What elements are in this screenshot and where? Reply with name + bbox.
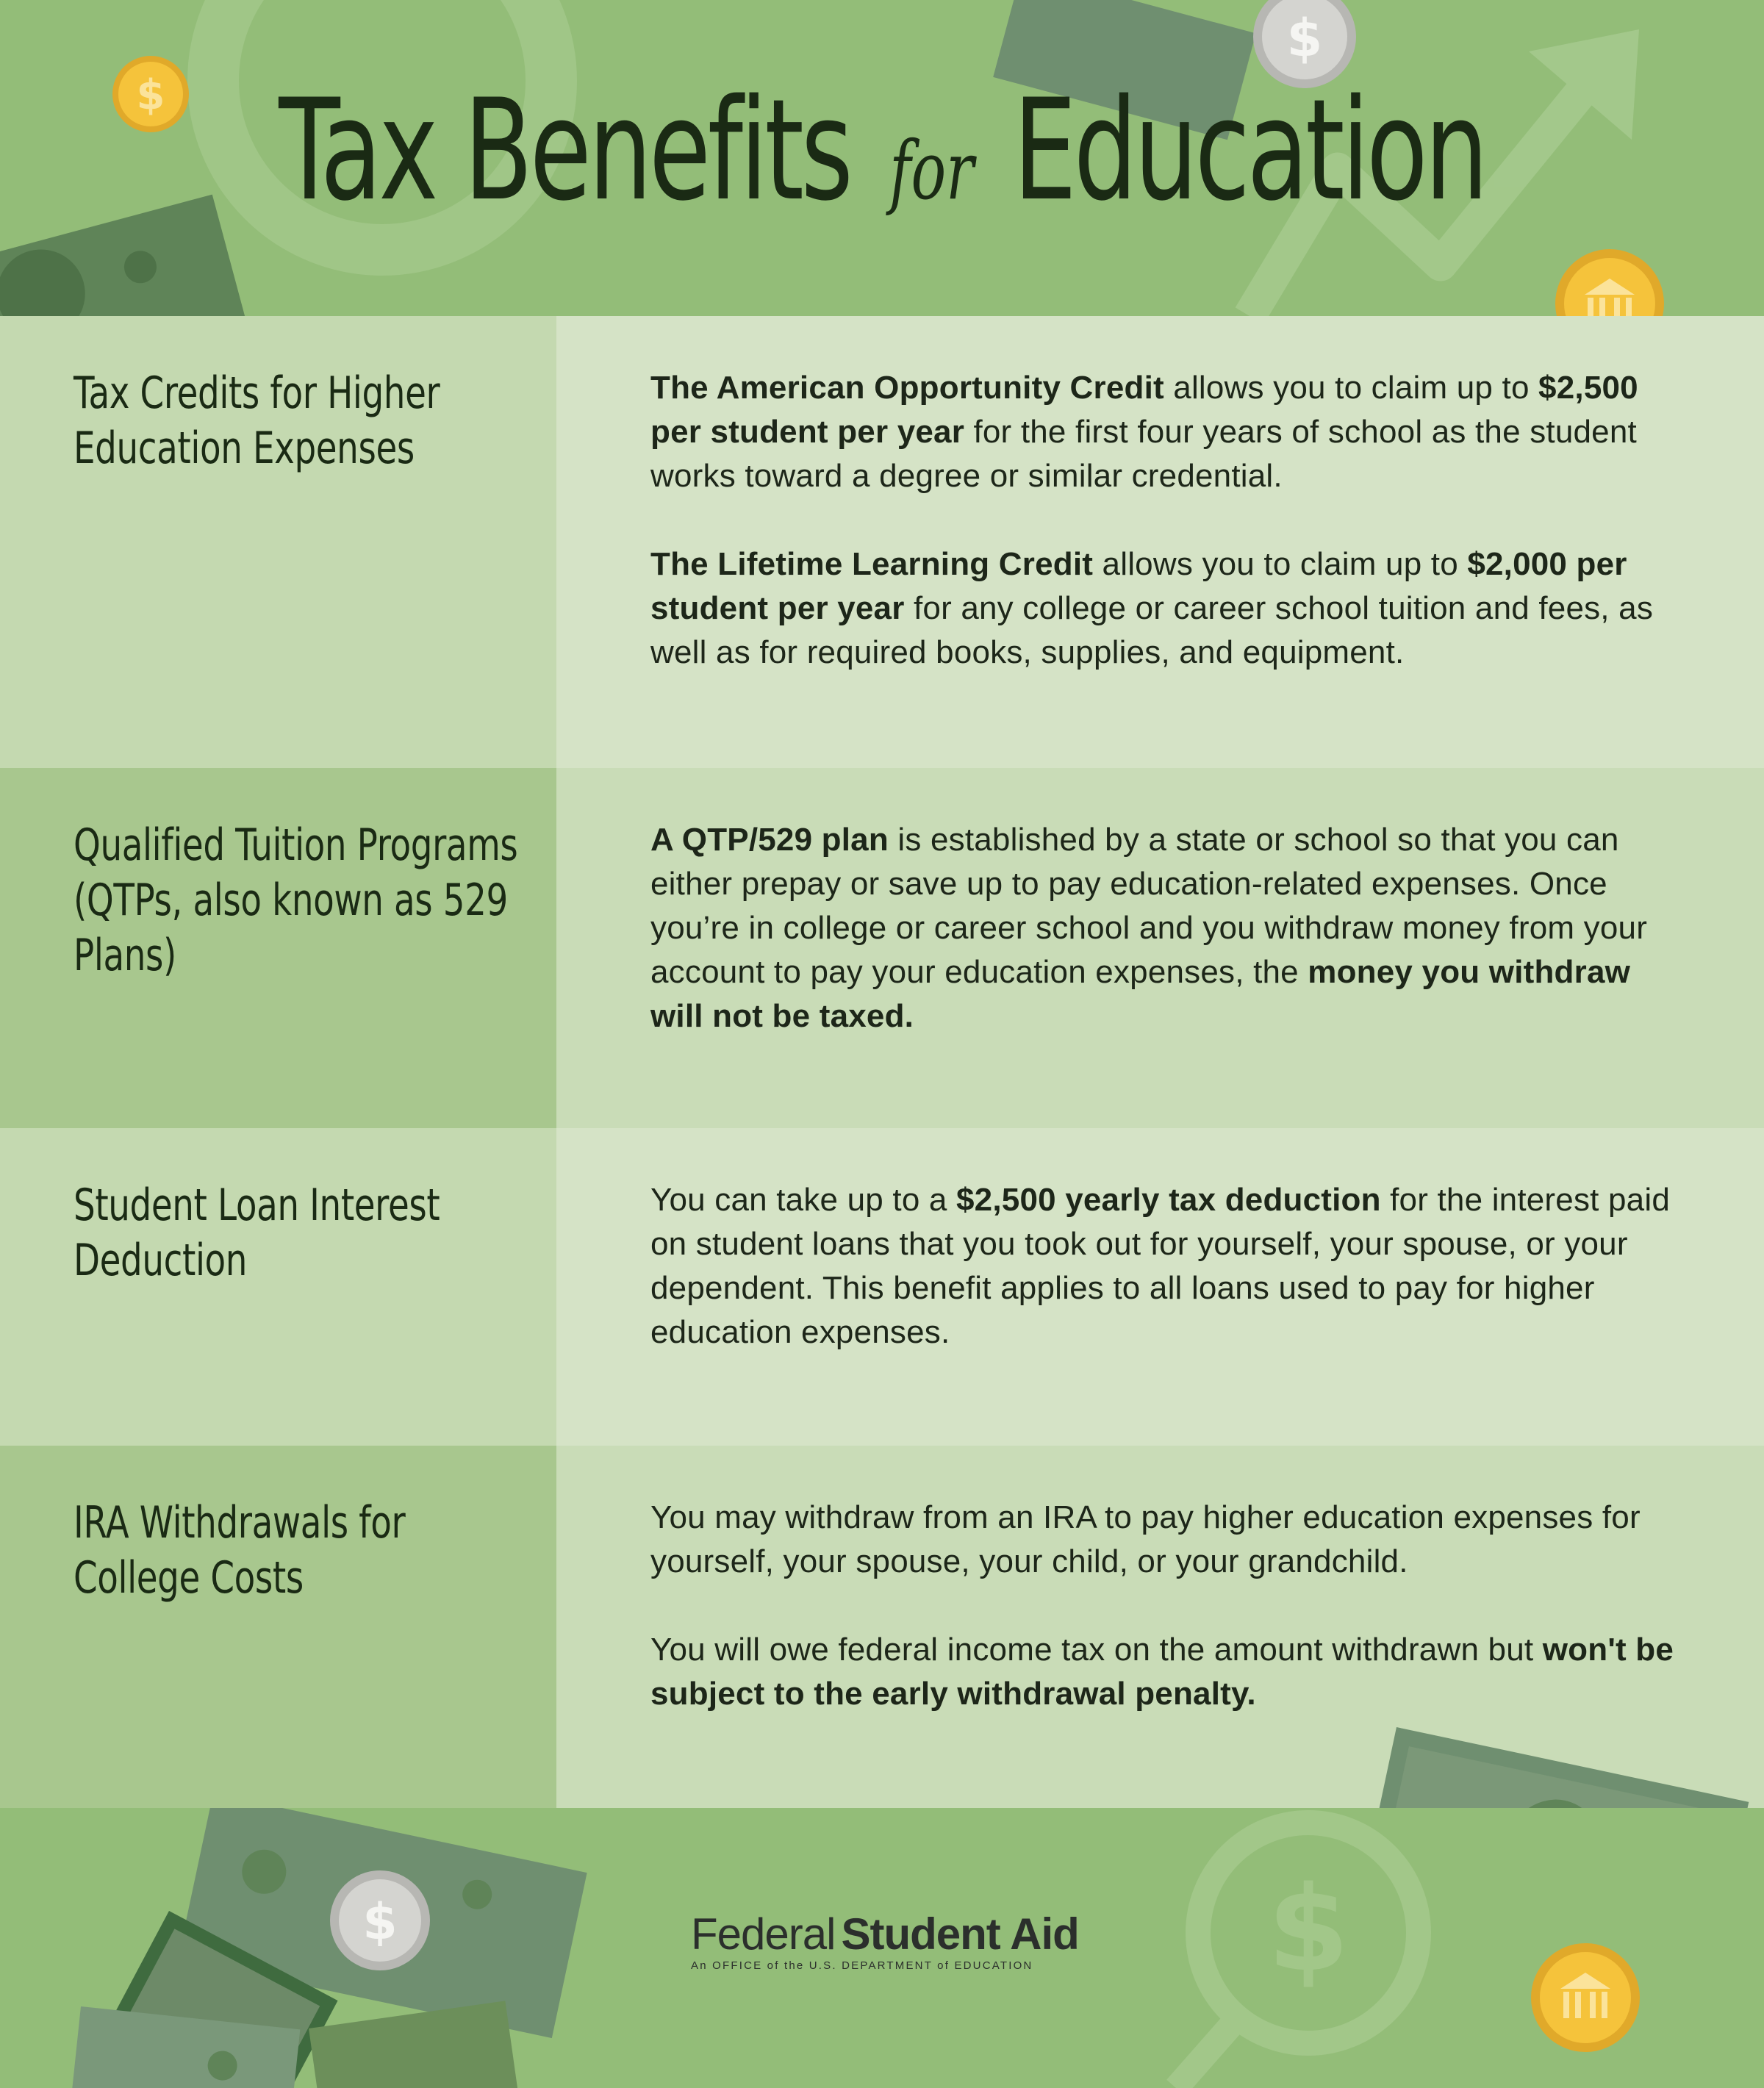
row-description-cell xyxy=(556,1128,1764,1446)
description-paragraph xyxy=(650,366,1683,498)
dollar-bill-icon xyxy=(0,195,251,316)
row-heading-cell xyxy=(0,1128,556,1446)
body-text: for the first four years of school as the student works toward a degree or similar credential. xyxy=(650,414,1637,494)
body-text: You will owe federal income tax on the amount withdrawn but xyxy=(650,1632,1543,1668)
svg-text:$: $ xyxy=(1286,8,1323,68)
logo-tagline: An OFFICE of the U.S. DEPARTMENT of EDUCATION xyxy=(691,1959,1033,1972)
body-text: is established by a state or school so that you can either prepay or save up to pay education-related expenses. Once you’re in college or career school and you withdraw money from your account to pay your education expenses, the xyxy=(650,822,1648,990)
row-heading-cell xyxy=(0,768,556,1128)
page-title xyxy=(247,70,1517,251)
row-heading: IRA Withdrawals for College Costs xyxy=(74,1497,406,1604)
svg-text:$: $ xyxy=(136,71,165,119)
svg-text:$: $ xyxy=(1267,1860,1349,1998)
header xyxy=(0,0,1764,316)
benefits-table xyxy=(0,316,1764,1808)
emphasis-text: The Lifetime Learning Credit xyxy=(650,546,1094,582)
emphasis-text: The American Opportunity Credit xyxy=(650,370,1164,406)
svg-text:$: $ xyxy=(362,1893,398,1951)
row-description-cell xyxy=(556,316,1764,768)
gold-bank-coin-icon xyxy=(1531,1943,1640,2052)
benefit-row-tax-credits xyxy=(0,316,1764,768)
gold-bank-coin-icon xyxy=(1555,249,1664,316)
emphasis-text: $2,000 per student per year xyxy=(650,546,1627,626)
body-text: You can take up to a xyxy=(650,1182,957,1218)
description-paragraph xyxy=(650,1178,1683,1355)
row-heading: Student Loan Interest Deduction xyxy=(74,1180,440,1286)
title-part2: Education xyxy=(1013,69,1485,232)
emphasis-text: A QTP/529 plan xyxy=(650,822,889,858)
logo-student-aid: Student Aid xyxy=(841,1909,1079,1959)
description-paragraph xyxy=(650,542,1683,675)
emphasis-text: money you withdraw will not be taxed. xyxy=(650,954,1631,1034)
emphasis-text: $2,500 per student per year xyxy=(650,370,1638,450)
title-part1: Tax Benefits xyxy=(279,69,850,232)
footer xyxy=(0,1808,1764,2088)
emphasis-text: $2,500 yearly tax deduction xyxy=(956,1182,1381,1218)
emphasis-text: won't be subject to the early withdrawal penalty. xyxy=(650,1632,1674,1712)
description-paragraph xyxy=(650,1628,1683,1716)
row-heading: Qualified Tuition Programs (QTPs, also known as 529 Plans) xyxy=(74,819,518,981)
title-for: for xyxy=(889,123,974,218)
row-heading-cell xyxy=(0,316,556,768)
row-description-cell xyxy=(556,768,1764,1128)
logo-federal: Federal xyxy=(691,1909,836,1959)
description-paragraph xyxy=(650,1496,1683,1584)
magnifier-dollar-icon xyxy=(1176,1823,1419,2088)
dollar-bill-icon xyxy=(309,2001,520,2088)
benefit-row-student-loan xyxy=(0,1128,1764,1446)
logo-wordmark xyxy=(691,1909,1079,1959)
gold-dollar-coin-icon xyxy=(112,56,189,132)
silver-dollar-coin-icon xyxy=(330,1870,430,1970)
benefit-row-qtp xyxy=(0,768,1764,1128)
row-heading-cell xyxy=(0,1446,556,1808)
row-heading: Tax Credits for Higher Education Expenses xyxy=(74,367,440,474)
body-text: allows you to claim up to xyxy=(1093,546,1468,582)
body-text: allows you to claim up to xyxy=(1164,370,1539,406)
description-paragraph xyxy=(650,818,1683,1038)
body-text: for any college or career school tuition and fees, as well as for required books, supplies, and equipment. xyxy=(650,590,1654,670)
body-text: You may withdraw from an IRA to pay higher education expenses for yourself, your spouse, your child, or your grandchild. xyxy=(650,1499,1641,1579)
federal-student-aid-logo xyxy=(691,1909,1079,1972)
body-text: for the interest paid on student loans that you took out for yourself, your spouse, or your dependent. This benefit applies to all loans used to pay for higher education expenses. xyxy=(650,1182,1670,1350)
